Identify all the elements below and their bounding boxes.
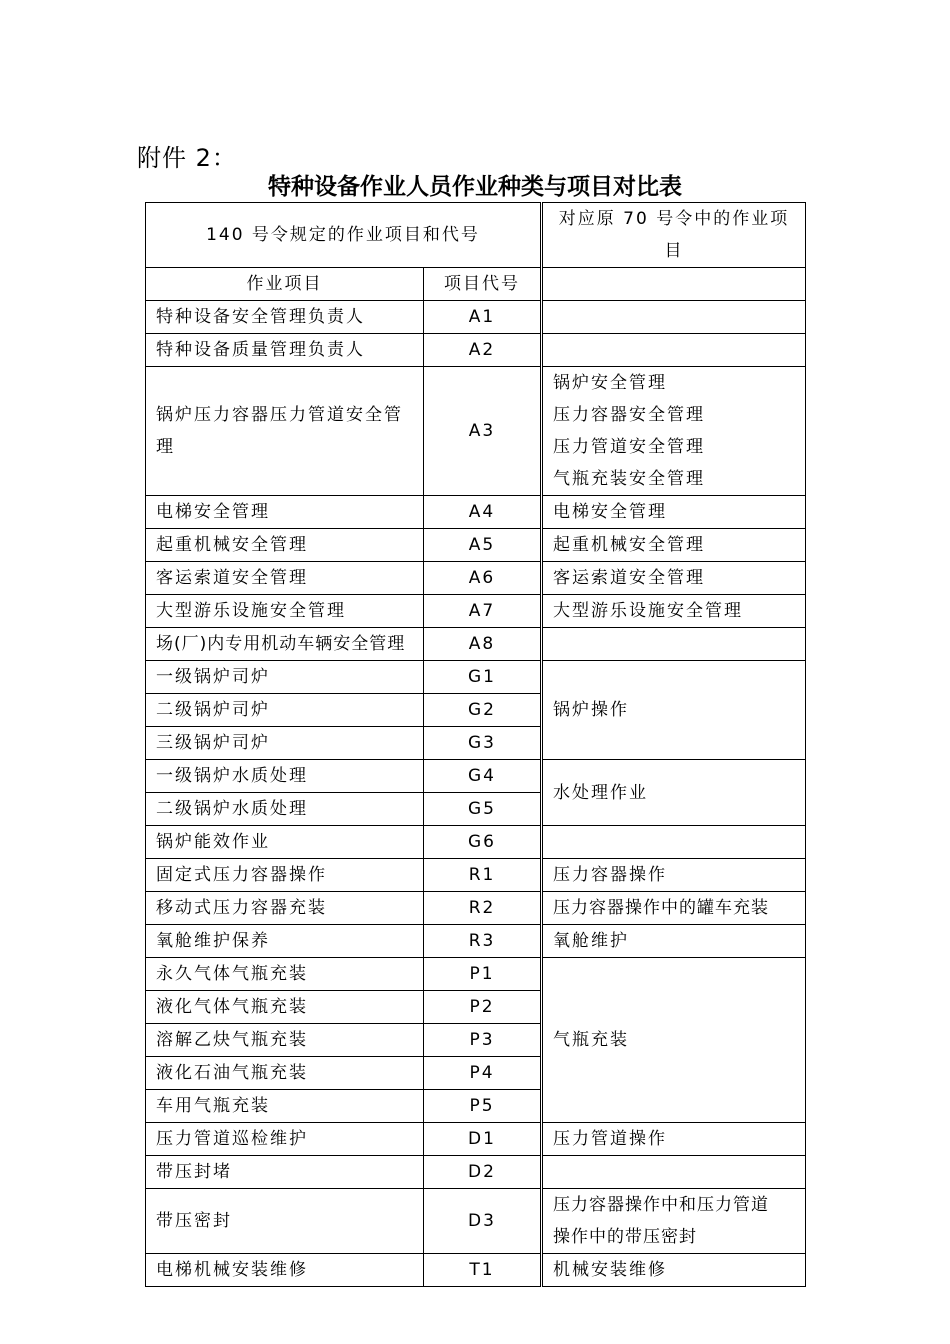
item-cell: 带压封堵 <box>146 1156 424 1189</box>
table-row <box>146 760 806 793</box>
table-row <box>146 301 806 334</box>
item-cell: 一级锅炉水质处理 <box>146 760 424 793</box>
old-item-line: 压力管道安全管理 <box>553 437 706 457</box>
item-cell: 客运索道安全管理 <box>146 562 424 595</box>
table-row <box>146 628 806 661</box>
code-cell: D2 <box>424 1156 542 1189</box>
item-cell: 车用气瓶充装 <box>146 1090 424 1123</box>
code-cell: P2 <box>424 991 542 1024</box>
table-row <box>146 1156 806 1189</box>
code-cell: A3 <box>424 367 542 496</box>
header-row <box>146 203 806 268</box>
old-item-cell <box>542 826 806 859</box>
item-cell: 氧舱维护保养 <box>146 925 424 958</box>
old-item-cell <box>542 628 806 661</box>
code-cell: G4 <box>424 760 542 793</box>
code-cell: G5 <box>424 793 542 826</box>
item-cell: 永久气体气瓶充装 <box>146 958 424 991</box>
item-cell: 电梯安全管理 <box>146 496 424 529</box>
item-cell: 特种设备安全管理负责人 <box>146 301 424 334</box>
item-cell: 起重机械安全管理 <box>146 529 424 562</box>
item-cell: 固定式压力容器操作 <box>146 859 424 892</box>
item-cell: 带压密封 <box>146 1189 424 1254</box>
code-cell: D3 <box>424 1189 542 1254</box>
code-cell: A2 <box>424 334 542 367</box>
table-row <box>146 496 806 529</box>
old-item-cell: 氧舱维护 <box>542 925 806 958</box>
table-row <box>146 826 806 859</box>
old-item-cell: 气瓶充装 <box>542 958 806 1123</box>
table-row <box>146 1254 806 1287</box>
item-cell: 锅炉能效作业 <box>146 826 424 859</box>
table-row <box>146 1189 806 1254</box>
code-cell: A1 <box>424 301 542 334</box>
item-cell: 二级锅炉司炉 <box>146 694 424 727</box>
item-cell: 溶解乙炔气瓶充装 <box>146 1024 424 1057</box>
old-item-cell <box>542 301 806 334</box>
old-item-cell <box>542 1156 806 1189</box>
col-header-empty <box>542 268 806 301</box>
code-cell: R2 <box>424 892 542 925</box>
table-row <box>146 595 806 628</box>
item-cell: 锅炉压力容器压力管道安全管理 <box>146 367 424 496</box>
old-item-cell: 大型游乐设施安全管理 <box>542 595 806 628</box>
item-cell: 移动式压力容器充装 <box>146 892 424 925</box>
code-cell: R1 <box>424 859 542 892</box>
old-item-cell: 电梯安全管理 <box>542 496 806 529</box>
code-cell: A4 <box>424 496 542 529</box>
old-item-line: 压力容器操作中和压力管道 <box>553 1195 770 1215</box>
code-cell: R3 <box>424 925 542 958</box>
code-cell: A7 <box>424 595 542 628</box>
item-cell: 液化石油气瓶充装 <box>146 1057 424 1090</box>
code-cell: G1 <box>424 661 542 694</box>
item-cell: 一级锅炉司炉 <box>146 661 424 694</box>
code-cell: P4 <box>424 1057 542 1090</box>
old-item-line: 锅炉安全管理 <box>553 373 668 393</box>
header-new-items: 140 号令规定的作业项目和代号 <box>146 203 542 268</box>
code-cell: P5 <box>424 1090 542 1123</box>
old-item-cell: 压力容器操作中的罐车充装 <box>542 892 806 925</box>
item-cell: 二级锅炉水质处理 <box>146 793 424 826</box>
old-item-cell: 客运索道安全管理 <box>542 562 806 595</box>
code-cell: P3 <box>424 1024 542 1057</box>
old-item-cell <box>542 367 806 496</box>
col-header-item: 作业项目 <box>146 268 424 301</box>
code-cell: P1 <box>424 958 542 991</box>
table-row <box>146 859 806 892</box>
comparison-table <box>145 202 806 1287</box>
old-item-line: 操作中的带压密封 <box>553 1227 698 1247</box>
item-cell: 特种设备质量管理负责人 <box>146 334 424 367</box>
old-item-cell <box>542 334 806 367</box>
document-title: 特种设备作业人员作业种类与项目对比表 <box>268 173 682 200</box>
item-cell: 压力管道巡检维护 <box>146 1123 424 1156</box>
old-item-cell: 水处理作业 <box>542 760 806 826</box>
attachment-label: 附件 2： <box>137 144 237 172</box>
code-cell: A5 <box>424 529 542 562</box>
old-item-cell: 锅炉操作 <box>542 661 806 760</box>
table-row <box>146 367 806 496</box>
code-cell: A6 <box>424 562 542 595</box>
table-row <box>146 925 806 958</box>
old-item-line: 压力容器安全管理 <box>553 405 706 425</box>
old-item-cell: 压力管道操作 <box>542 1123 806 1156</box>
col-header-code: 项目代号 <box>424 268 542 301</box>
item-cell: 液化气体气瓶充装 <box>146 991 424 1024</box>
subheader-row <box>146 268 806 301</box>
old-item-cell: 起重机械安全管理 <box>542 529 806 562</box>
table-row <box>146 892 806 925</box>
table-row <box>146 958 806 991</box>
table-row <box>146 1123 806 1156</box>
table-row <box>146 562 806 595</box>
code-cell: D1 <box>424 1123 542 1156</box>
item-cell: 电梯机械安装维修 <box>146 1254 424 1287</box>
code-cell: G3 <box>424 727 542 760</box>
old-item-cell: 压力容器操作 <box>542 859 806 892</box>
table-row <box>146 529 806 562</box>
item-cell: 三级锅炉司炉 <box>146 727 424 760</box>
code-cell: G6 <box>424 826 542 859</box>
table-row <box>146 661 806 694</box>
code-cell: A8 <box>424 628 542 661</box>
old-item-line: 气瓶充装安全管理 <box>553 469 706 489</box>
item-cell: 场(厂)内专用机动车辆安全管理 <box>146 628 424 661</box>
code-cell: T1 <box>424 1254 542 1287</box>
old-item-cell <box>542 1189 806 1254</box>
table-row <box>146 334 806 367</box>
header-old-items: 对应原 70 号令中的作业项目 <box>542 203 806 268</box>
old-item-cell: 机械安装维修 <box>542 1254 806 1287</box>
item-cell: 大型游乐设施安全管理 <box>146 595 424 628</box>
code-cell: G2 <box>424 694 542 727</box>
